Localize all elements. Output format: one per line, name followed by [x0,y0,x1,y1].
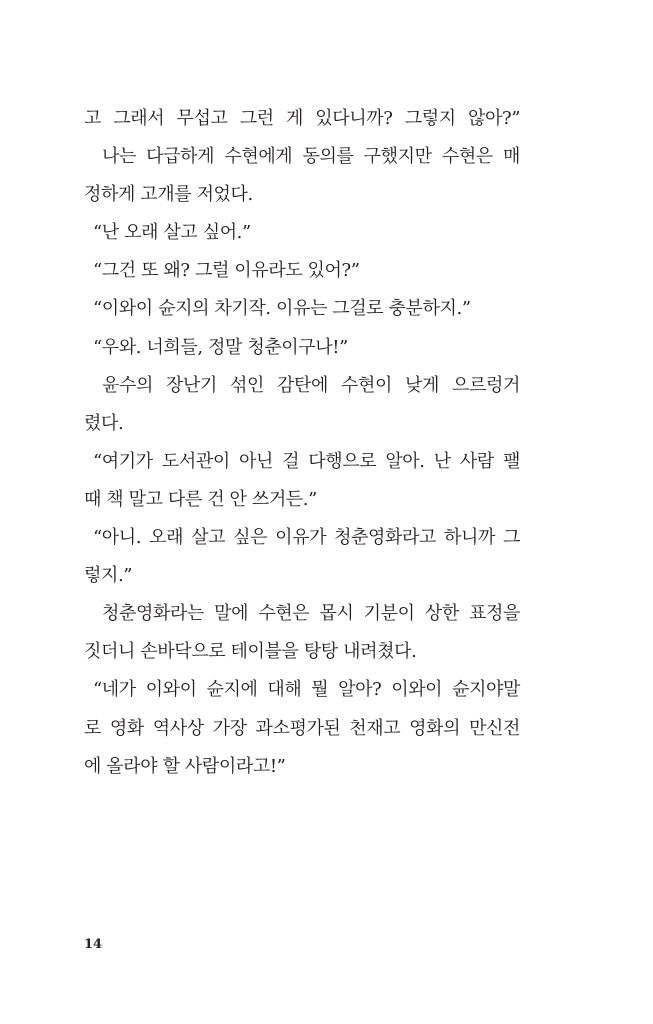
text-line: “아니. 오래 살고 싶은 이유가 청춘영화라고 하니까 그 [93,527,520,549]
text-line: 고 그래서 무섭고 그런 게 있다니까? 그렇지 않아?” [84,108,520,129]
text-line: 로 영화 역사상 가장 과소평가된 천재고 영화의 만신전 [84,717,520,739]
text-line: “그건 또 왜? 그럴 이유라도 있어?” [93,260,360,282]
text-line: 때 책 말고 다른 건 안 쓰거든.” [84,488,317,510]
text-line: “우와. 너희들, 정말 청춘이구나!” [93,336,348,358]
page-number: 14 [84,937,103,952]
text-line: 정하게 고개를 저었다. [84,184,253,206]
text-line: 렇지.” [84,565,133,587]
text-line: “이와이 슌지의 차기작. 이유는 그걸로 충분하지.” [93,298,471,320]
text-line: 윤수의 장난기 섞인 감탄에 수현이 낮게 으르렁거 [102,374,520,396]
text-line: 렸다. [84,412,124,434]
text-line: “네가 이와이 슌지에 대해 뭘 알아? 이와이 슌지야말 [93,679,520,701]
text-line: 짓더니 손바닥으로 테이블을 탕탕 내려쳤다. [84,641,417,663]
text-line: 나는 다급하게 수현에게 동의를 구했지만 수현은 매 [102,146,520,168]
body-text [84,100,520,786]
text-line: “여기가 도서관이 아닌 걸 다행으로 알아. 난 사람 팰 [93,450,520,472]
text-line: 에 올라야 할 사람이라고!” [84,755,286,777]
text-line: “난 오래 살고 싶어.” [93,222,251,244]
text-line: 청춘영화라는 말에 수현은 몹시 기분이 상한 표정을 [102,603,520,625]
